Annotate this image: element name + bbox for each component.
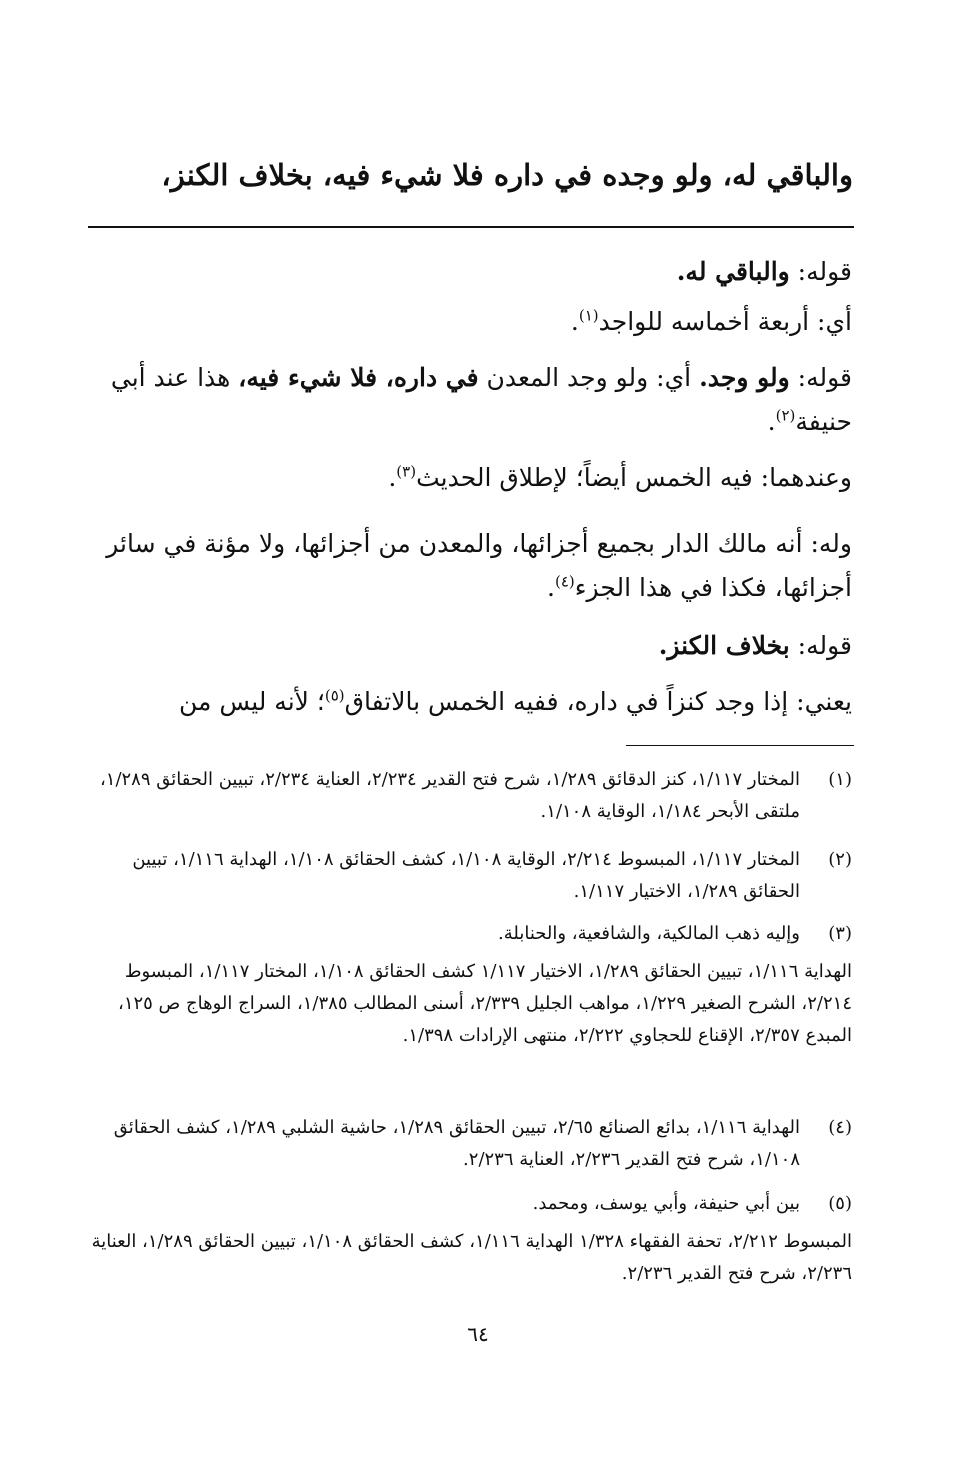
period: .: [547, 573, 555, 602]
paragraph-1: [86, 250, 852, 294]
paragraph-text: يعني: إذا وجد كنزاً في داره، ففيه الخمس بالاتفاق: [344, 687, 852, 716]
period: .: [767, 407, 776, 436]
footnote-ref: (١): [578, 306, 599, 325]
paragraph-text: هذا عند أبي حنيفة: [110, 363, 852, 436]
footnote-text: المختار ١/١١٧، المبسوط ٢/٢١٤، الوقاية ١/١٠٨، كشف الحقائق ١/١٠٨، الهداية ١/١١٦، تبيين الحقائق ١/٢٨٩، الاختيار ١/١١٧.: [132, 849, 800, 902]
footnote-text: المختار ١/١١٧، كنز الدقائق ١/٢٨٩، شرح فتح القدير ٢/٢٣٤، العناية ٢/٢٣٤، تبيين الحقائق ١/٢٨٩، ملتقى الأبحر ١/١٨٤، الوقاية ١/١٠٨.: [99, 769, 800, 822]
footnote-divider: [626, 745, 854, 746]
footnote-number: (٤): [828, 1117, 852, 1138]
quoted-text: بخلاف الكنز.: [658, 631, 790, 660]
footnote-ref: (٣): [396, 462, 417, 481]
paragraph-3: [86, 356, 852, 444]
period: .: [388, 463, 397, 492]
paragraph-text: أي: أربعة أخماسه للواجد: [598, 307, 852, 336]
footnote-1: [86, 764, 852, 828]
footnote-text: المبسوط ٢/٢١٢، تحفة الفقهاء ١/٣٢٨ الهداية ١/١١٦، كشف الحقائق ١/١٠٨، تبيين الحقائق ١/٢٨٩، العناية ٢/٢٣٦، شرح فتح القدير ٢/٢٣٦.: [91, 1231, 852, 1284]
quoted-text: في داره، فلا شيء فيه،: [238, 363, 479, 392]
footnote-text: بين أبي حنيفة، وأبي يوسف، ومحمد.: [532, 1193, 800, 1214]
paragraph-4: [86, 456, 852, 500]
matn-heading: والباقي له، ولو وجده في داره فلا شيء فيه، بخلاف الكنز،: [161, 158, 853, 192]
footnote-ref: (٤): [555, 572, 575, 591]
quoted-text: ولو وجد.: [699, 363, 790, 392]
quoted-text: والباقي له.: [676, 257, 790, 286]
paragraph-text: وله: أنه مالك الدار بجميع أجزائها، والمعدن من أجزائها، ولا مؤنة في سائر أجزائها، فكذا في هذا الجزء: [106, 529, 852, 602]
footnote-5-continued: [86, 1226, 852, 1290]
paragraph-5: [86, 522, 852, 610]
footnote-ref: (٥): [324, 686, 345, 705]
footnote-ref: (٢): [775, 406, 796, 425]
footnote-text: الهداية ١/١١٦، تبيين الحقائق ١/٢٨٩، الاختيار ١/١١٧ كشف الحقائق ١/١٠٨، المختار ١/١١٧، المبسوط ٢/٢١٤، الشرح الصغير ١/٢٢٩، مواهب الجليل ٢/٣٣٩، أسنى المطالب ١/٣٨٥، السراج الوهاج ص ١٢٥، المبدع ٢/٣٥٧، الإقناع للحجاوي ٢/٢٢٢، منتهى الإرادات ١/٣٩٨.: [118, 961, 852, 1046]
paragraph-text: وعندهما: فيه الخمس أيضاً؛ لإطلاق الحديث: [416, 463, 852, 492]
paragraph-2: [86, 300, 852, 344]
footnote-2: [86, 844, 852, 908]
footnote-3: [86, 918, 852, 950]
footnote-number: (١): [828, 769, 852, 790]
qawluhu-label: قوله:: [789, 631, 852, 660]
footnote-text: الهداية ١/١١٦، بدائع الصنائع ٢/٦٥، تبيين الحقائق ١/٢٨٩، حاشية الشلبي ١/٢٨٩، كشف الحقائق ١/١٠٨، شرح فتح القدير ٢/٢٣٦، العناية ٢/٢٣٦.: [113, 1117, 800, 1170]
page-number: ٦٤: [467, 1322, 489, 1346]
footnote-number: (٢): [828, 849, 852, 870]
footnote-number: (٣): [828, 923, 852, 944]
qawluhu-label: قوله:: [789, 363, 852, 392]
footnote-5: [86, 1188, 852, 1220]
footnote-4: [86, 1112, 852, 1176]
paragraph-6: [86, 624, 852, 668]
paragraph-text: أي: ولو وجد المعدن: [478, 363, 700, 392]
paragraph-7: [86, 680, 852, 724]
paragraph-text: ؛ لأنه ليس من: [178, 687, 325, 716]
period: .: [570, 307, 579, 336]
footnote-number: (٥): [828, 1193, 852, 1214]
footnote-text: وإليه ذهب المالكية، والشافعية، والحنابلة.: [498, 923, 800, 944]
footnote-3-continued: [86, 956, 852, 1052]
matn-divider: [88, 226, 854, 228]
qawluhu-label: قوله:: [789, 257, 852, 286]
